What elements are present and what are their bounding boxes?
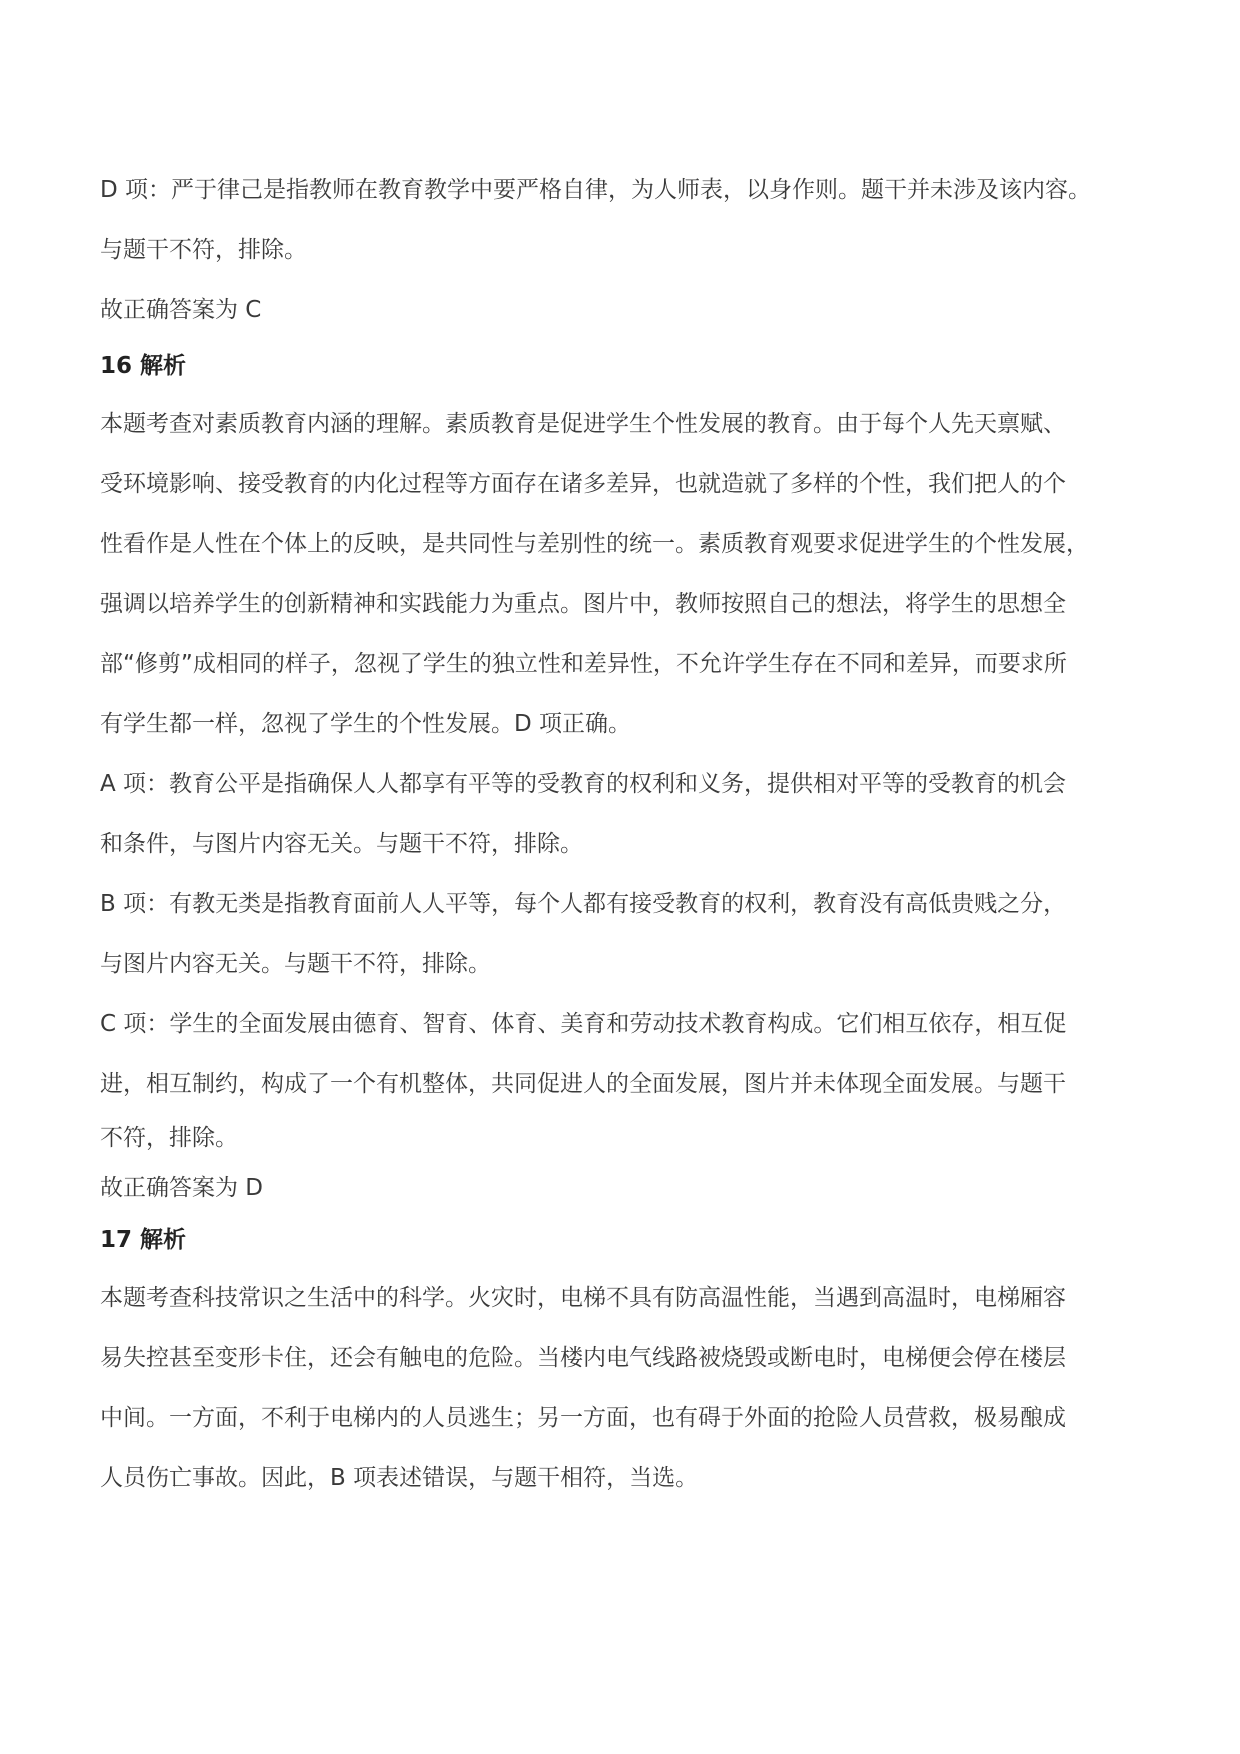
text-line: 本题考查科技常识之生活中的科学。火灾时，电梯不具有防高温性能，当遇到高温时，电梯厢容 [100,1285,1066,1311]
paragraph-analysis-17 [100,1268,1165,1508]
text-line: 与图片内容无关。与题干不符，排除。 [100,951,491,977]
paragraph-option-a [100,754,1165,874]
text-line: 强调以培养学生的创新精神和实践能力为重点。图片中，教师按照自己的想法，将学生的思想全 [100,591,1066,617]
text-line: 有学生都一样，忽视了学生的个性发展。D 项正确。 [100,711,632,737]
text-line: 进，相互制约，构成了一个有机整体，共同促进人的全面发展，图片并未体现全面发展。与题干 [100,1071,1066,1097]
text-line: 本题考查对素质教育内涵的理解。素质教育是促进学生个性发展的教育。由于每个人先天禀赋、 [100,411,1066,437]
paragraph-option-c [100,994,1165,1162]
text-line: 和条件，与图片内容无关。与题干不符，排除。 [100,831,583,857]
text-line: 与题干不符，排除。 [100,237,307,263]
text-line: 部“修剪”成相同的样子，忽视了学生的独立性和差异性，不允许学生存在不同和差异，而要求所 [100,651,1067,677]
section-heading-17: 17 解析 [100,1227,187,1253]
text-line: 性看作是人性在个体上的反映，是共同性与差别性的统一。素质教育观要求促进学生的个性发展， [100,531,1089,557]
text-line: 受环境影响、接受教育的内化过程等方面存在诸多差异，也就造就了多样的个性，我们把人的个 [100,471,1066,497]
paragraph-option-d-discipline [100,160,1165,280]
text-line: 不符，排除。 [100,1125,238,1151]
text-line: 故正确答案为 D [100,1175,264,1201]
text-line: B 项：有教无类是指教育面前人人平等，每个人都有接受教育的权利，教育没有高低贵贱之分， [100,891,1067,917]
paragraph-option-b [100,874,1165,994]
text-line: 中间。一方面，不利于电梯内的人员逃生；另一方面，也有碍于外面的抢险人员营救，极易酿成 [100,1405,1066,1431]
answer-line-15 [100,280,1165,340]
text-line: A 项：教育公平是指确保人人都享有平等的受教育的权利和义务，提供相对平等的受教育的机会 [100,771,1067,797]
text-line: 人员伤亡事故。因此，B 项表述错误，与题干相符，当选。 [100,1465,699,1491]
section-heading-16: 16 解析 [100,353,187,379]
text-line: C 项：学生的全面发展由德育、智育、体育、美育和劳动技术教育构成。它们相互依存，相互促 [100,1011,1067,1037]
answer-line-16 [100,1162,1165,1214]
document-page [100,160,1165,1508]
text-line: D 项：严于律己是指教师在教育教学中要严格自律，为人师表，以身作则。题干并未涉及该内容。 [100,177,1092,203]
paragraph-analysis-16 [100,394,1165,754]
text-line: 故正确答案为 C [100,297,262,323]
text-line: 易失控甚至变形卡住，还会有触电的危险。当楼内电气线路被烧毁或断电时，电梯便会停在楼层 [100,1345,1066,1371]
